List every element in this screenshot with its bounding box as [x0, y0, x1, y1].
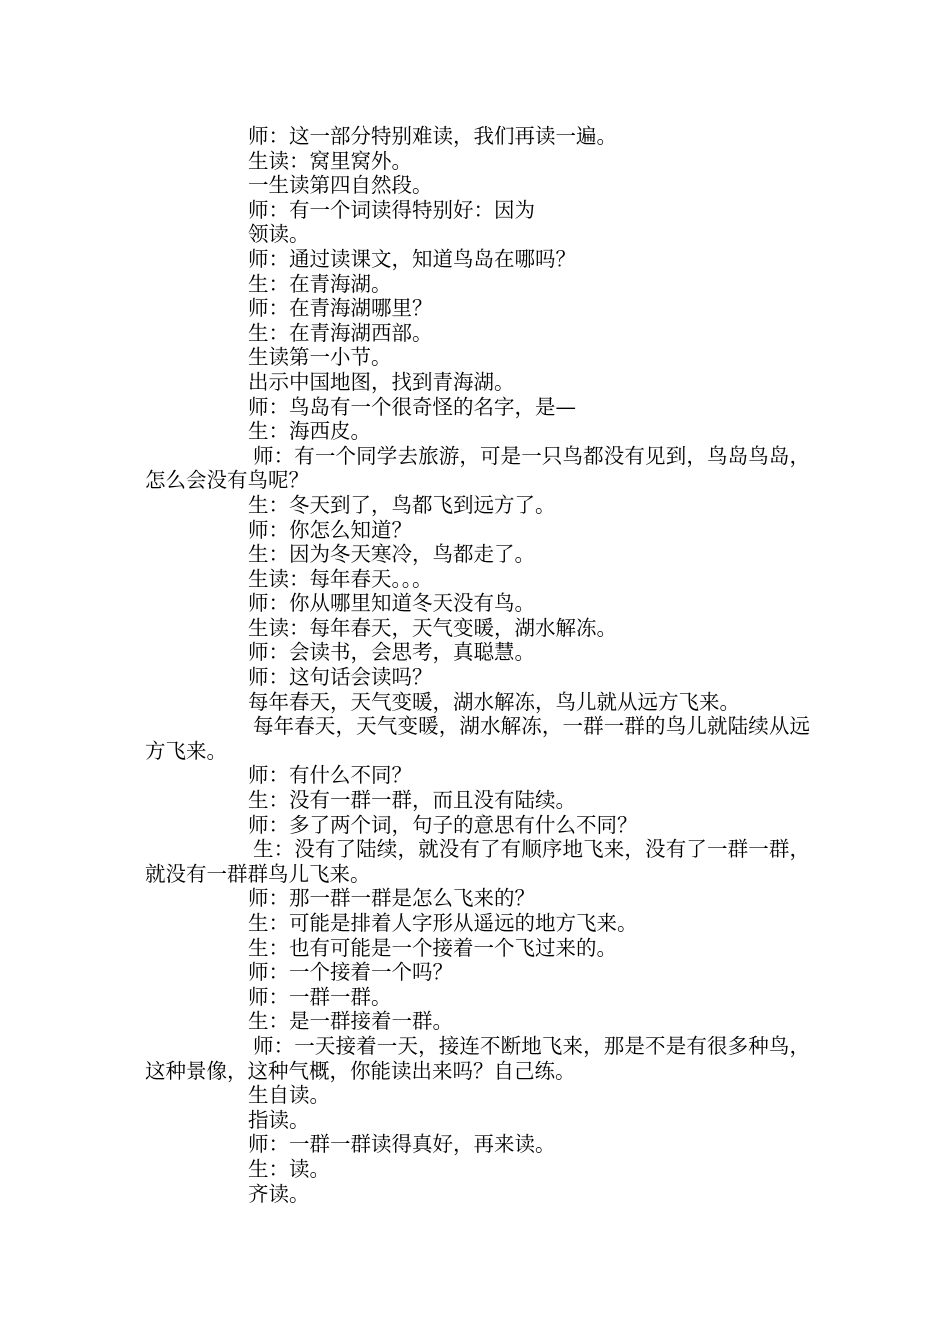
transcript-line: 师：有什么不同？ [248, 763, 412, 788]
transcript-line: 生：也有可能是一个接着一个飞过来的。 [248, 935, 617, 960]
transcript-paragraph: 生：没有了陆续，就没有了有顺序地飞来，没有了一群一群，就没有一群群鸟儿飞来。 [145, 837, 810, 886]
transcript-line: 生读：每年春天。。。 [248, 566, 433, 591]
transcript-line: 生：在青海湖。 [248, 271, 392, 296]
transcript-line: 生：可能是排着人字形从遥远的地方飞来。 [248, 911, 638, 935]
transcript-line: 师：你从哪里知道冬天没有鸟。 [248, 591, 535, 616]
transcript-line: 生：因为冬天寒冷，鸟都走了。 [248, 542, 535, 567]
transcript-line: 师：鸟岛有一个很奇怪的名字，是— [248, 394, 576, 419]
transcript-line: 生读：窝里窝外。 [248, 148, 412, 173]
transcript-line: 指读。 [248, 1107, 310, 1132]
transcript-line: 生自读。 [248, 1083, 330, 1108]
transcript-line: 师：这句话会读吗？ [248, 665, 433, 690]
transcript-line: 出示中国地图，找到青海湖。 [248, 369, 515, 394]
transcript-paragraph: 每年春天，天气变暖，湖水解冻，一群一群的鸟儿就陆续从远方飞来。 [145, 714, 810, 763]
transcript-line: 师：多了两个词，句子的意思有什么不同？ [248, 812, 638, 837]
transcript-paragraph: 师：有一个同学去旅游，可是一只鸟都没有见到，鸟岛鸟岛，怎么会没有鸟呢？ [145, 443, 810, 493]
transcript-line: 师：你怎么知道？ [248, 517, 412, 542]
transcript-line: 生读：每年春天，天气变暖，湖水解冻。 [248, 615, 617, 640]
transcript-line: 师：一个接着一个吗？ [248, 960, 453, 985]
transcript-line: 每年春天，天气变暖，湖水解冻，鸟儿就从远方飞来。 [248, 689, 740, 714]
transcript-line: 师：那一群一群是怎么飞来的？ [248, 886, 535, 911]
document-body [145, 124, 810, 1206]
transcript-line: 师：一群一群读得真好，再来读。 [248, 1132, 556, 1157]
transcript-line: 师：有一个词读得特别好：因为 [248, 197, 535, 222]
transcript-line: 齐读。 [248, 1181, 310, 1206]
transcript-line: 生：海西皮。 [248, 419, 371, 444]
transcript-line: 师：会读书，会思考，真聪慧。 [248, 640, 535, 665]
transcript-line: 生读第一小节。 [248, 345, 392, 370]
transcript-line: 师：在青海湖哪里？ [248, 296, 433, 321]
transcript-line: 生：冬天到了，鸟都飞到远方了。 [248, 492, 556, 517]
transcript-line: 领读。 [248, 222, 310, 247]
transcript-line: 生：没有一群一群，而且没有陆续。 [248, 788, 576, 813]
transcript-line: 生：在青海湖西部。 [248, 320, 433, 345]
transcript-line: 生：读。 [248, 1156, 330, 1181]
transcript-line: 生：是一群接着一群。 [248, 1009, 453, 1034]
transcript-line: 师：这一部分特别难读，我们再读一遍。 [248, 124, 617, 148]
transcript-line: 师：通过读课文，知道鸟岛在哪吗？ [248, 246, 576, 271]
transcript-paragraph: 师：一天接着一天，接连不断地飞来，那是不是有很多种鸟，这种景像，这种气概，你能读出来吗？自己练。 [145, 1033, 810, 1083]
transcript-line: 一生读第四自然段。 [248, 173, 433, 198]
transcript-line: 师：一群一群。 [248, 984, 392, 1009]
